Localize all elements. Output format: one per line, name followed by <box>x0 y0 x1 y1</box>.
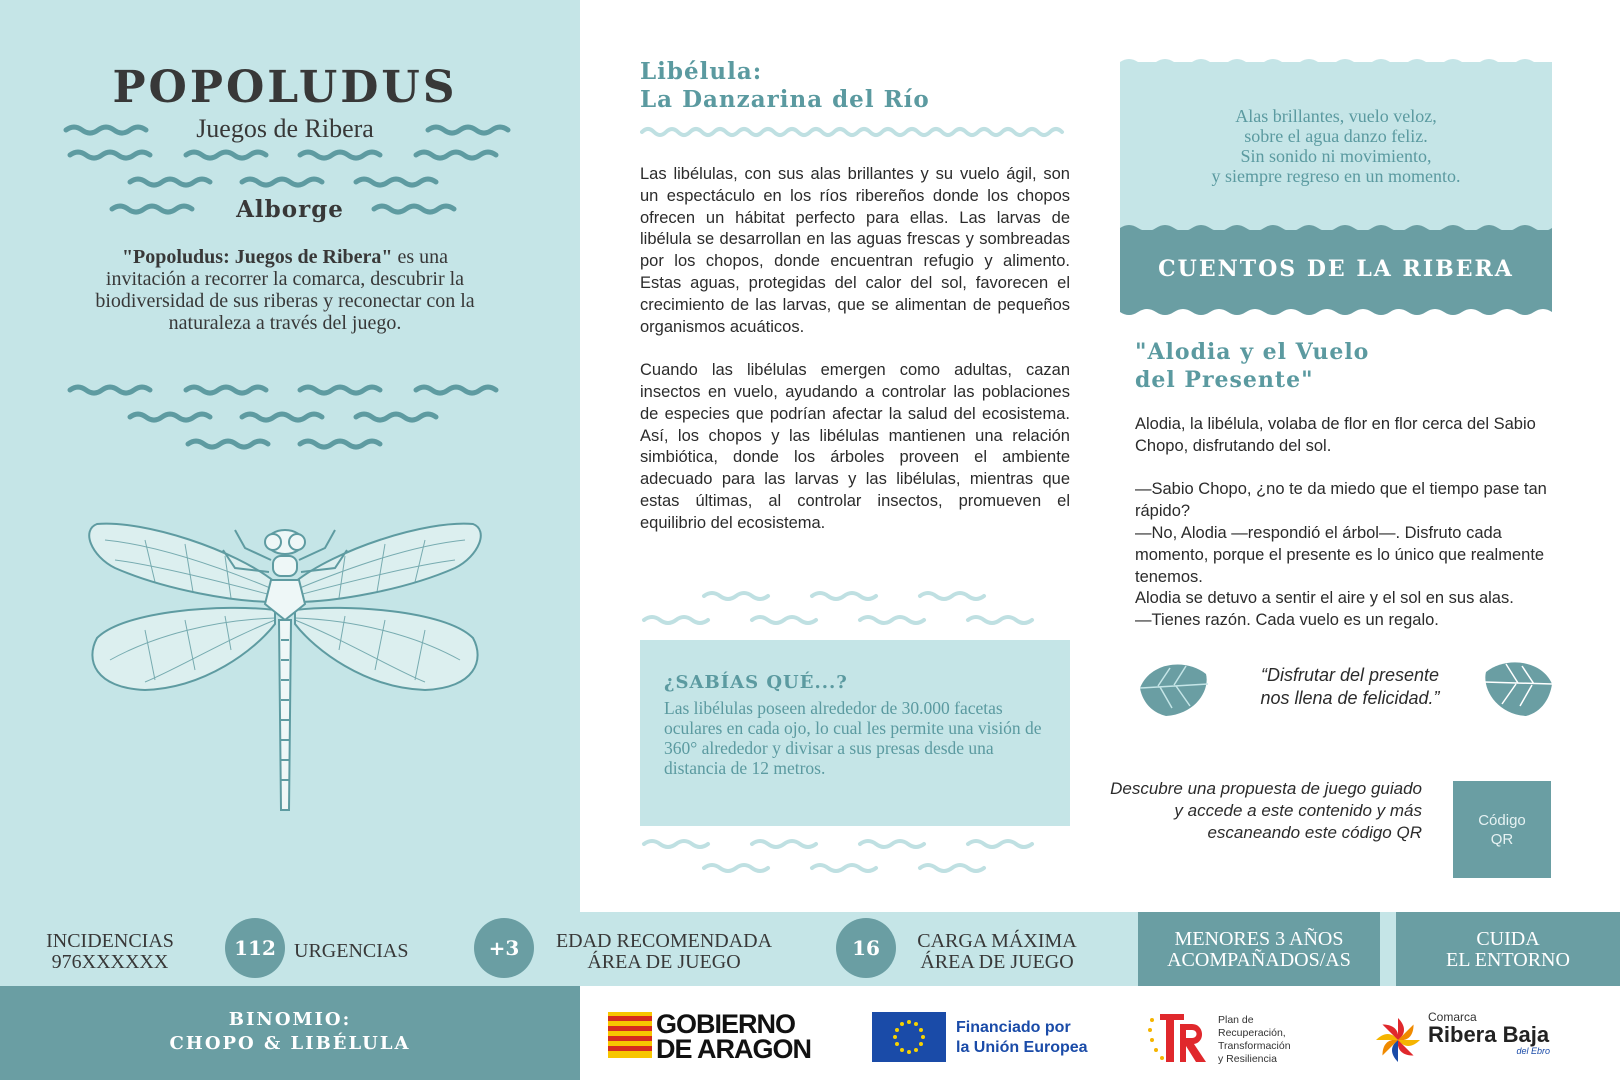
prtr-line2: Recuperación, <box>1218 1027 1286 1039</box>
load-label-line1: CARGA MÁXIMA <box>917 930 1077 952</box>
quote-line1: “Disfrutar del presente <box>1260 665 1440 685</box>
article-title <box>640 58 930 114</box>
article-wave-divider <box>640 126 1072 138</box>
fact-waves-bottom <box>640 832 1072 882</box>
poem-text <box>1120 106 1552 186</box>
minors-line2: ACOMPAÑADOS/AS <box>1167 949 1351 971</box>
poem-line-1: Alas brillantes, vuelo veloz, <box>1235 106 1437 126</box>
load-label-line2: ÁREA DE JUEGO <box>920 951 1074 973</box>
quote-line2: nos llena de felicidad.” <box>1260 688 1440 708</box>
aragon-logo-line1: GOBIERNO <box>656 1009 796 1039</box>
qr-placeholder-line2: QR <box>1490 831 1514 848</box>
incidencias-label: INCIDENCIAS <box>46 930 174 952</box>
place-name: Alborge <box>236 196 344 223</box>
ribera-logo-small: Comarca <box>1428 1010 1477 1024</box>
story-paragraph-1: Alodia, la libélula, volaba de flor en flor cerca del Sabio Chopo, disfrutando del sol. <box>1135 415 1536 455</box>
tales-wave-bottom <box>1120 306 1552 318</box>
urgencias-number-badge: 112 <box>225 918 285 978</box>
fact-title: ¿SABÍAS QUÉ...? <box>664 672 848 693</box>
brand-subtitle: Juegos de Ribera <box>196 114 374 143</box>
article-body <box>640 164 1070 556</box>
ribera-logo-big: Ribera Baja <box>1428 1022 1550 1047</box>
age-label-line1: EDAD RECOMENDADA <box>555 930 773 952</box>
footer-title-line2: CHOPO & LIBÉLULA <box>169 1033 411 1054</box>
minors-notice <box>1138 912 1380 986</box>
poplar-leaf-right-icon <box>1480 654 1556 720</box>
story-body <box>1135 414 1567 632</box>
footer-binomio <box>0 986 580 1080</box>
poem-box <box>1120 62 1552 232</box>
prtr-line1: Plan de <box>1218 1014 1254 1026</box>
urgencias-label: URGENCIAS <box>294 940 409 962</box>
care-line2: EL ENTORNO <box>1446 949 1570 971</box>
fact-box <box>640 640 1070 826</box>
load-number-badge: 16 <box>836 918 896 978</box>
eu-logo-line1: Financiado por <box>956 1019 1071 1036</box>
qr-placeholder-line1: Código <box>1478 812 1526 829</box>
intro-text <box>80 246 490 334</box>
poem-line-3: Sin sonido ni movimiento, <box>1240 146 1432 166</box>
tales-band-title: CUENTOS DE LA RIBERA <box>1158 256 1514 282</box>
eu-logo-line2: la Unión Europea <box>956 1039 1088 1056</box>
prtr-line4: y Resiliencia <box>1218 1053 1277 1065</box>
story-paragraph-4: Alodia se detuvo a sentir el aire y el sol en sus alas. <box>1135 589 1514 608</box>
qr-code-placeholder[interactable] <box>1453 781 1551 878</box>
brand-title: POPOLUDUS <box>112 62 458 113</box>
aragon-flag-icon <box>608 1012 652 1058</box>
intro-rest: es una invitación a recorrer la comarca, descubrir la biodiversidad de sus riberas y reconectar con la naturaleza a través del juego. <box>95 246 475 334</box>
article-paragraph-2: Cuando las libélulas emergen como adultas, cazan insectos en vuelo, ayudando a controlar las poblaciones de especies que podrían afectar la salud del ecosistema. Así, los chopos y las libélulas mantienen una relación simbiótica, donde los árboles proveen el ambiente adecuado para las larvas y las libélulas, mientras que estas últimas, al controlar insectos, promueven el equilibrio del ecosistema. <box>640 361 1070 532</box>
load-info <box>902 931 1092 973</box>
article-paragraph-1: Las libélulas, con sus alas brillantes y su vuelo ágil, son un espectáculo en los ríos ribereños donde los chopos ofrecen un hábitat perfecto para ellas. Las larvas de libélula se desarrollan en las aguas frescas y sombreadas por los chopos, donde encuentran refugio y alimento. Estas aguas, protegidas del calor del sol, favorecen el crecimiento de las larvas, que se alimentan de pequeños organismos acuáticos. <box>640 165 1070 336</box>
article-title-line2: La Danzarina del Río <box>640 86 930 113</box>
poplar-leaf-left-icon <box>1136 656 1212 720</box>
prtr-line3: Transformación <box>1218 1040 1291 1052</box>
footer-title-line1: BINOMIO: <box>228 1009 352 1030</box>
footer-title <box>0 1008 580 1056</box>
story-title-line2: del Presente" <box>1135 367 1314 393</box>
age-number-badge: +3 <box>474 918 534 978</box>
poem-line-2: sobre el agua danzo feliz. <box>1244 126 1428 146</box>
qr-description: Descubre una propuesta de juego guiado y accede a este contenido y más escaneando este código QR <box>1110 779 1422 842</box>
story-paragraph-3: —No, Alodia —respondió el árbol—. Disfruto cada momento, porque el presente es lo único que realmente tenemos. <box>1135 523 1545 586</box>
story-paragraph-2: —Sabio Chopo, ¿no te da miedo que el tiempo pase tan rápido? <box>1135 480 1547 521</box>
care-line1: CUIDA <box>1476 928 1540 950</box>
story-title <box>1135 338 1369 394</box>
tales-band <box>1120 230 1552 308</box>
article-title-line1: Libélula: <box>640 58 763 85</box>
intro-bold: "Popoludus: Juegos de Ribera" <box>121 246 393 268</box>
age-label-line2: ÁREA DE JUEGO <box>587 951 741 973</box>
care-notice <box>1396 912 1620 986</box>
minors-line1: MENORES 3 AÑOS <box>1174 928 1344 950</box>
story-paragraph-5: —Tienes razón. Cada vuelo es un regalo. <box>1135 611 1439 630</box>
prtr-emblem-icon <box>1146 1010 1210 1066</box>
poem-line-4: y siempre regreso en un momento. <box>1211 166 1461 186</box>
aragon-logo-line2: DE ARAGON <box>656 1034 812 1064</box>
eu-flag-icon <box>872 1012 946 1062</box>
ribera-logo-tiny: del Ebro <box>1516 1046 1550 1056</box>
story-title-line1: "Alodia y el Vuelo <box>1135 339 1370 365</box>
incidencias-phone: 976XXXXXX <box>51 951 169 973</box>
fact-waves-top <box>640 584 1072 634</box>
incidencias-info <box>30 931 190 973</box>
ribera-sun-icon <box>1372 1014 1424 1066</box>
story-quote <box>1220 664 1480 710</box>
fact-text: Las libélulas poseen alrededor de 30.000 facetas oculares en cada ojo, lo cual les permite una visión de 360° alrededor y divisar a sus presas desde una distancia de 12 metros. <box>664 698 1042 778</box>
dragonfly-illustration <box>85 520 485 840</box>
age-info <box>544 931 784 973</box>
